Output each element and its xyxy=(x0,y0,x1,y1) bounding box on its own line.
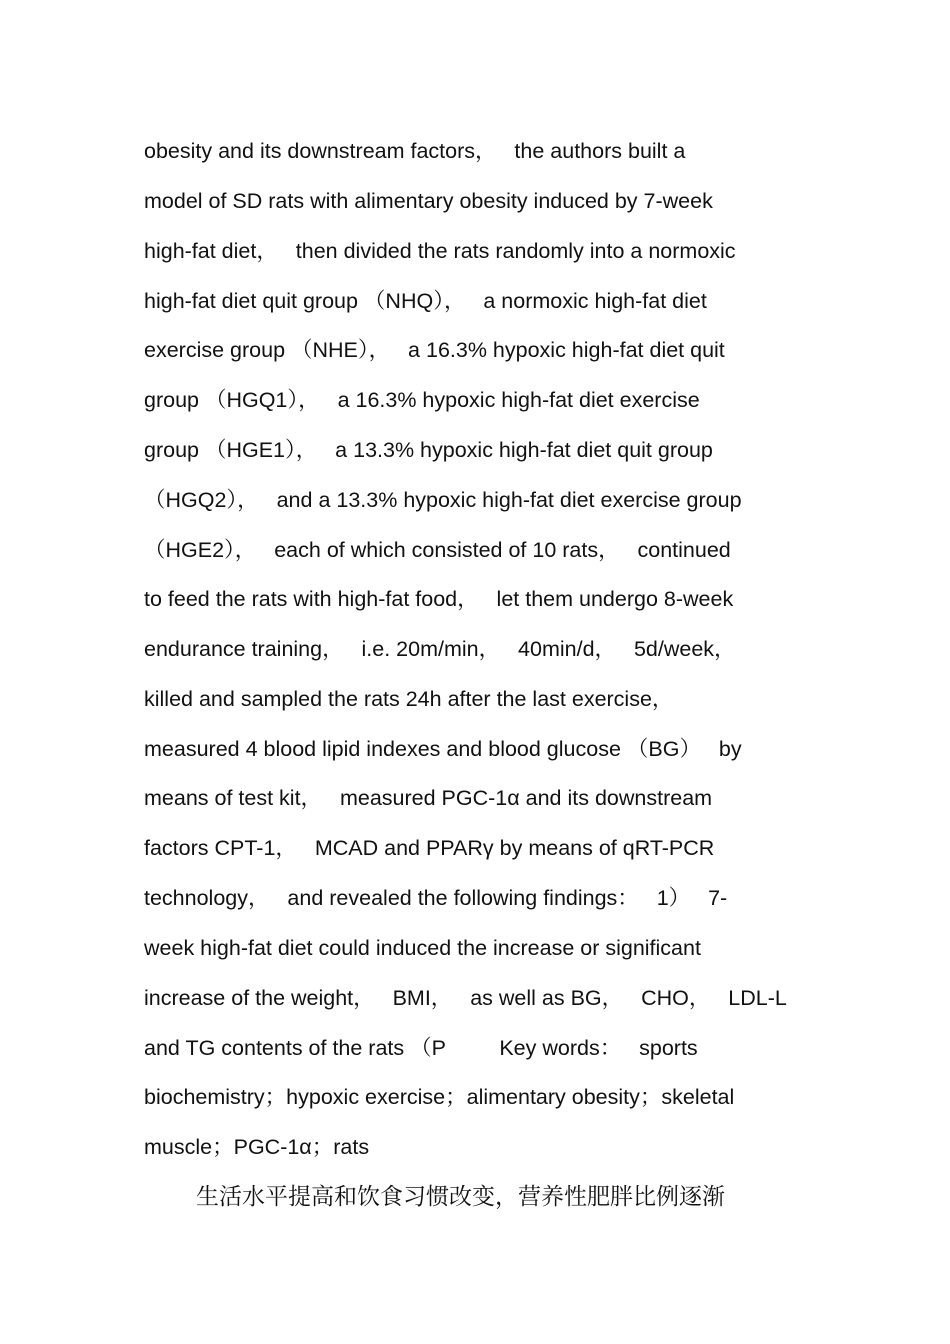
abstract-line: factors CPT-1， MCAD and PPARγ by means of qRT-PCR xyxy=(144,836,715,860)
chinese-paragraph-line: 生活水平提高和饮食习惯改变，营养性肥胖比例逐渐 xyxy=(196,1184,725,1210)
abstract-line: exercise group （NHE）， a 16.3% hypoxic high-fat diet quit xyxy=(144,338,725,362)
abstract-line: muscle；PGC-1α；rats xyxy=(144,1135,370,1159)
abstract-line: means of test kit， measured PGC-1α and its downstream xyxy=(144,786,713,810)
abstract-line: model of SD rats with alimentary obesity induced by 7-week xyxy=(144,189,713,213)
abstract-line: and TG contents of the rats （P Key words： sports xyxy=(144,1036,698,1060)
abstract-line: week high-fat diet could induced the increase or significant xyxy=(144,936,701,960)
abstract-line: measured 4 blood lipid indexes and blood glucose （BG） by xyxy=(144,737,742,761)
abstract-line: endurance training， i.e. 20m/min， 40min/d， 5d/week， xyxy=(144,637,736,661)
abstract-line: increase of the weight， BMI， as well as BG， CHO， LDL-L xyxy=(144,986,787,1010)
abstract-line: to feed the rats with high-fat food， let them undergo 8-week xyxy=(144,587,734,611)
abstract-line: killed and sampled the rats 24h after the last exercise， xyxy=(144,687,674,711)
abstract-line: high-fat diet， then divided the rats randomly into a normoxic xyxy=(144,239,736,263)
abstract-line: group （HGE1）， a 13.3% hypoxic high-fat diet quit group xyxy=(144,438,713,462)
abstract-line: （HGE2）， each of which consisted of 10 rats， continued xyxy=(144,538,731,562)
abstract-line: （HGQ2）， and a 13.3% hypoxic high-fat diet exercise group xyxy=(144,488,742,512)
abstract-line: group （HGQ1）， a 16.3% hypoxic high-fat diet exercise xyxy=(144,388,700,412)
abstract-line: biochemistry；hypoxic exercise；alimentary obesity；skeletal xyxy=(144,1085,735,1109)
abstract-line: obesity and its downstream factors， the authors built a xyxy=(144,139,686,163)
abstract-line: technology， and revealed the following findings： 1） 7- xyxy=(144,886,728,910)
abstract-line: high-fat diet quit group （NHQ）， a normoxic high-fat diet xyxy=(144,289,707,313)
